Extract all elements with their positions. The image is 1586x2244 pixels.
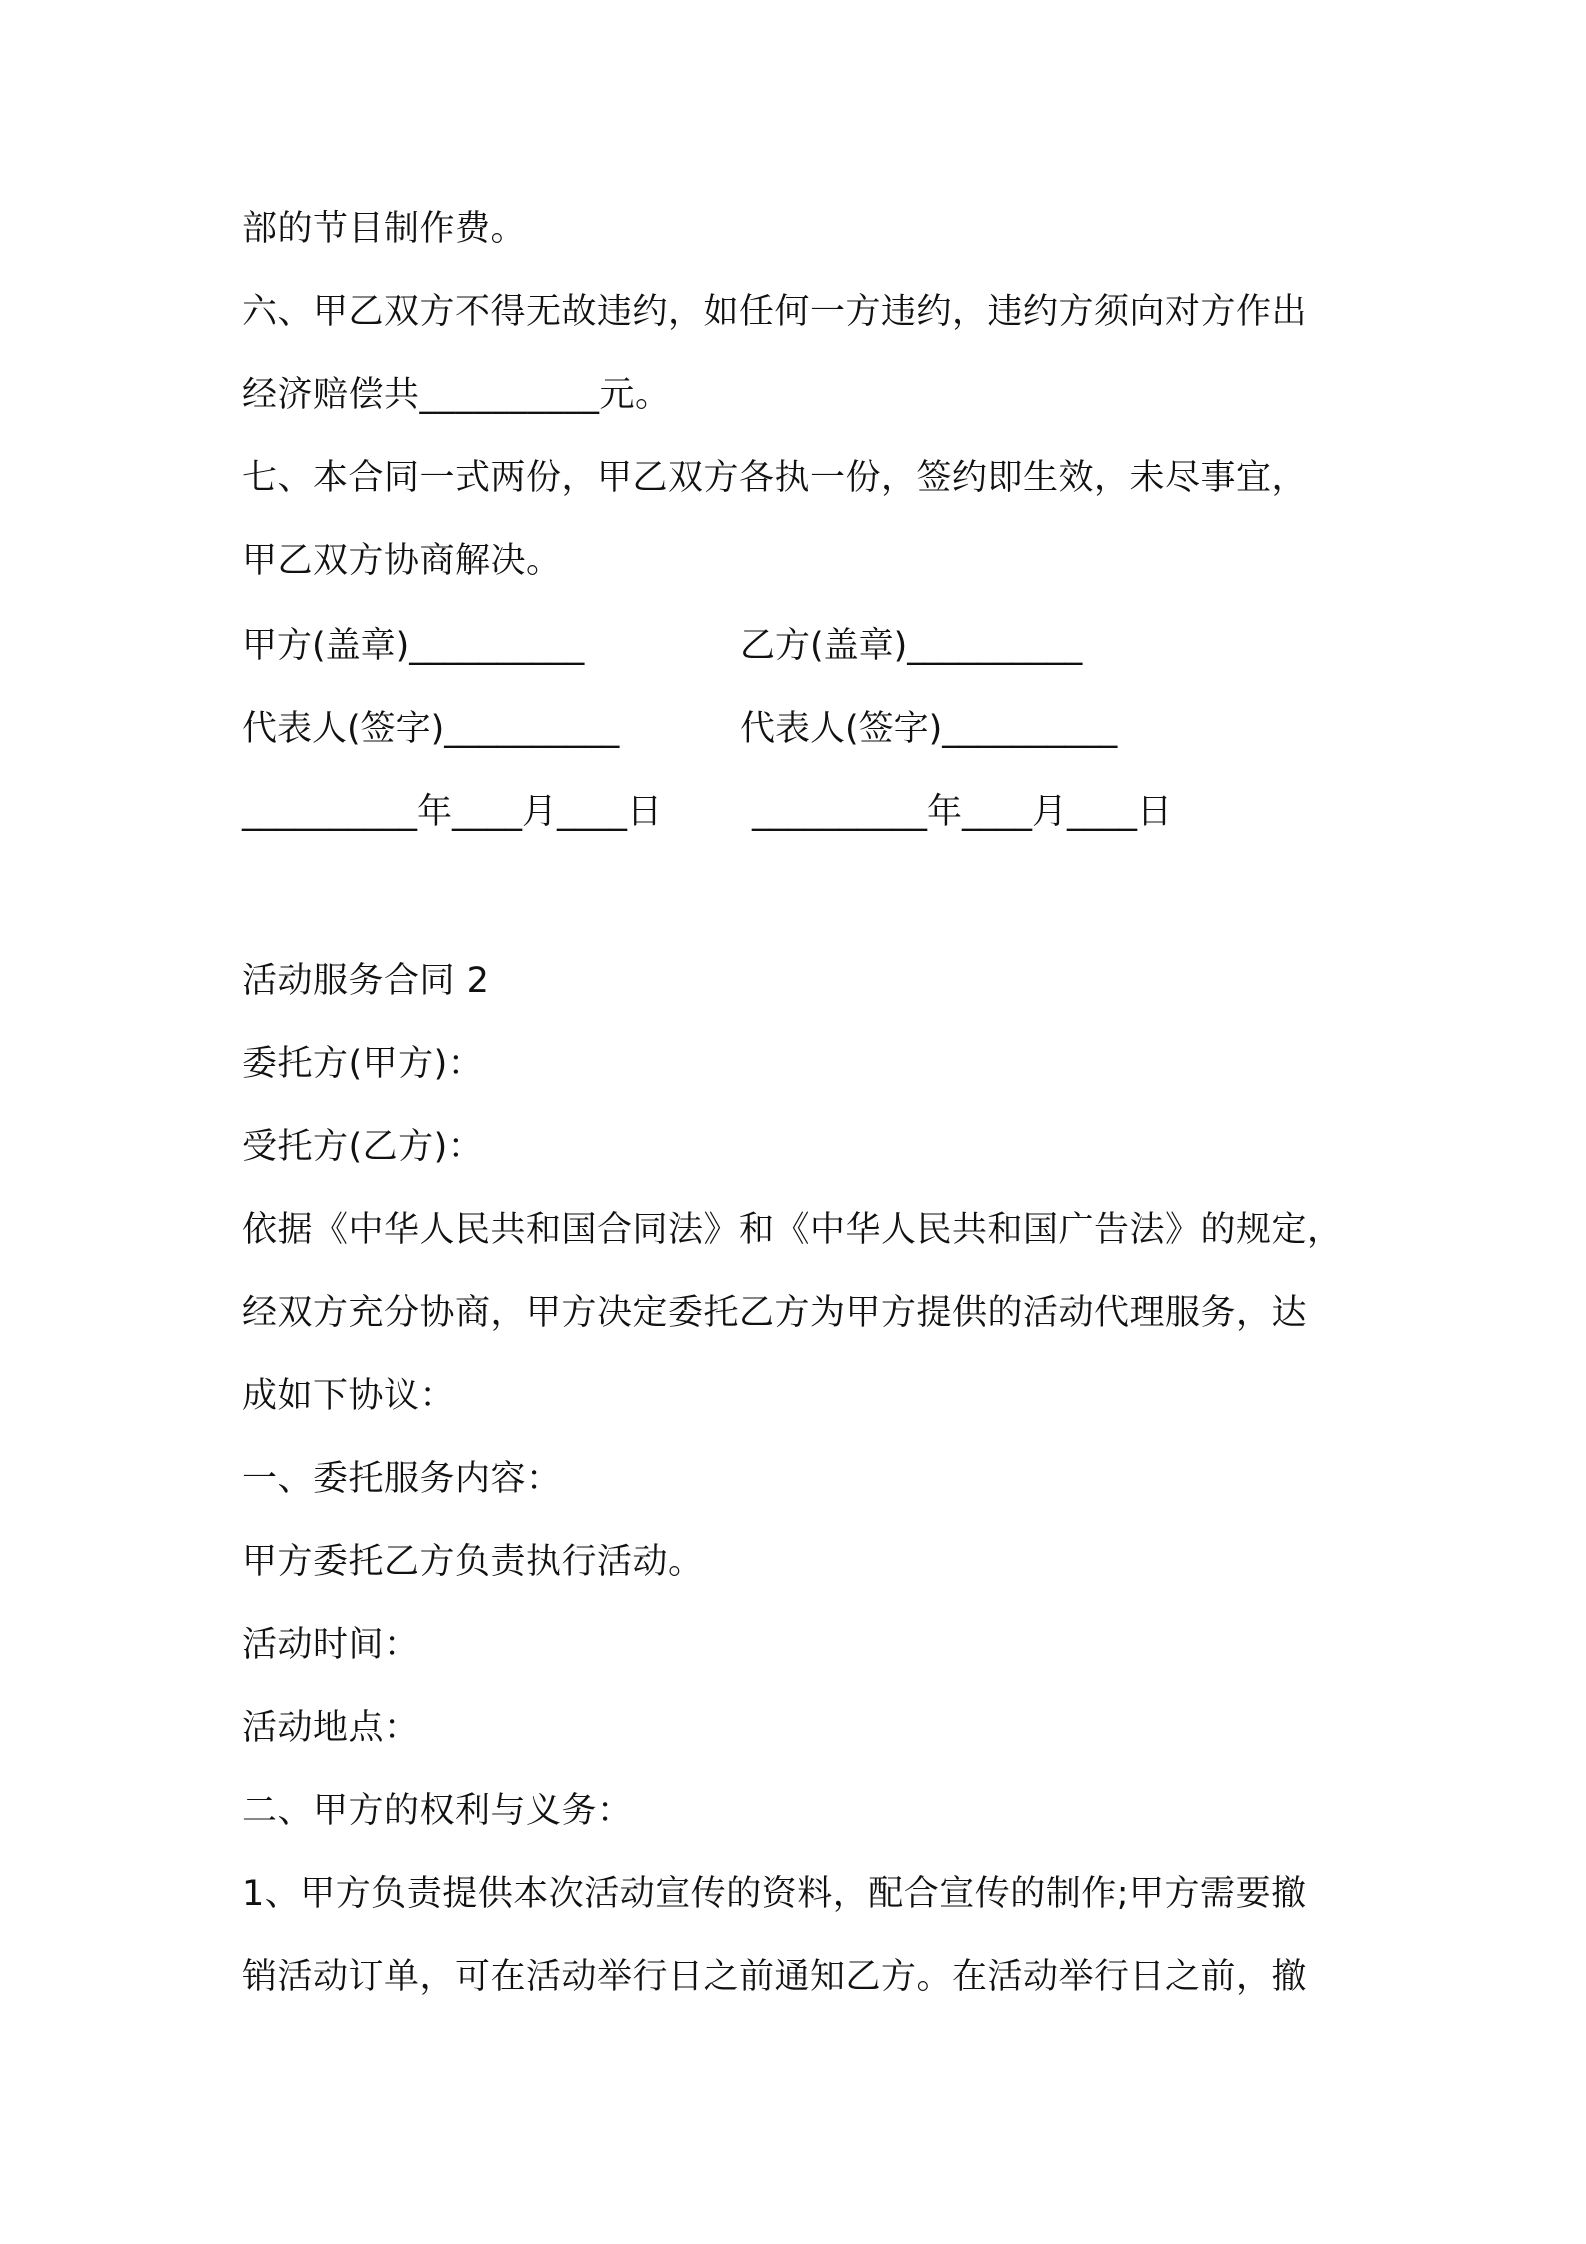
clause-6-line-2: 经济赔偿共__________元。	[242, 375, 671, 415]
clause-7-line-2: 甲乙双方协商解决。	[242, 541, 562, 581]
contract1-fee-line: 部的节目制作费。	[242, 209, 527, 249]
item-1-line-1: 1、甲方负责提供本次活动宣传的资料，配合宣传的制作;甲方需要撤	[242, 1874, 1307, 1914]
party-a-date: __________年____月____日	[242, 792, 663, 832]
client-party: 委托方(甲方)：	[242, 1044, 484, 1084]
section-1-heading: 一、委托服务内容：	[242, 1459, 562, 1499]
contractor-party: 受托方(乙方)：	[242, 1127, 484, 1167]
party-b-date: __________年____月____日	[752, 792, 1173, 832]
activity-place: 活动地点：	[242, 1708, 420, 1748]
party-b-representative: 代表人(签字)__________	[740, 709, 1118, 749]
preamble-line-2: 经双方充分协商，甲方决定委托乙方为甲方提供的活动代理服务，达	[242, 1293, 1308, 1333]
preamble-line-3: 成如下协议：	[242, 1376, 456, 1416]
item-1-line-2: 销活动订单，可在活动举行日之前通知乙方。在活动举行日之前，撤	[242, 1957, 1308, 1997]
party-a-seal: 甲方(盖章)__________	[242, 626, 585, 666]
section-1-text: 甲方委托乙方负责执行活动。	[242, 1542, 704, 1582]
clause-7-line-1: 七、本合同一式两份，甲乙双方各执一份，签约即生效，未尽事宜，	[242, 458, 1308, 498]
contract2-title: 活动服务合同 2	[242, 961, 490, 1001]
clause-6-line-1: 六、甲乙双方不得无故违约，如任何一方违约，违约方须向对方作出	[242, 292, 1308, 332]
preamble-line-1: 依据《中华人民共和国合同法》和《中华人民共和国广告法》的规定，	[242, 1210, 1343, 1250]
party-b-seal: 乙方(盖章)__________	[740, 626, 1083, 666]
section-2-heading: 二、甲方的权利与义务：	[242, 1791, 633, 1831]
activity-time: 活动时间：	[242, 1625, 420, 1665]
party-a-representative: 代表人(签字)__________	[242, 709, 620, 749]
